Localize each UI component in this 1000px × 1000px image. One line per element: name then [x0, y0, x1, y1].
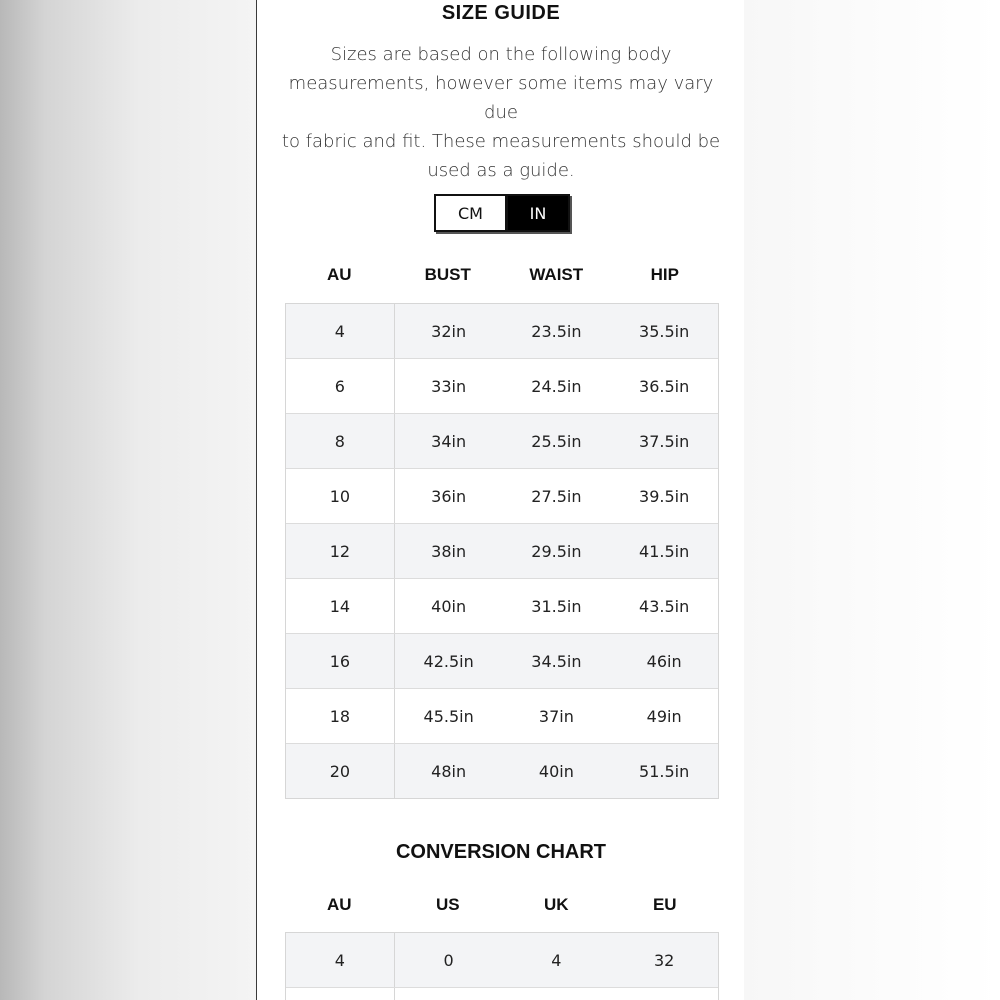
table-cell — [395, 988, 503, 1000]
table-cell: 4 — [286, 933, 395, 987]
table-cell: 39.5in — [639, 486, 690, 506]
unit-toggle-in-button[interactable]: IN — [506, 194, 570, 232]
table-row — [286, 688, 718, 743]
table-cell — [503, 988, 611, 1000]
table-cell: 32 — [653, 950, 675, 970]
table-row — [286, 358, 718, 413]
column-header-au: AU — [326, 895, 352, 914]
size-guide-intro — [281, 40, 721, 185]
table-cell: 16 — [286, 634, 395, 688]
table-cell: 10 — [286, 469, 395, 523]
table-cell: 51.5in — [639, 761, 690, 781]
table-cell: 14 — [286, 579, 395, 633]
table-cell: 45.5in — [423, 706, 474, 726]
table-row — [286, 523, 718, 578]
intro-line: measurements, however some items may vary due — [288, 73, 714, 123]
table-cell: 29.5in — [531, 541, 582, 561]
column-header-us: US — [435, 895, 460, 914]
table-cell: 36.5in — [639, 376, 690, 396]
column-header-waist: WAIST — [529, 265, 584, 284]
unit-toggle — [434, 194, 570, 232]
table-cell: 20 — [286, 744, 395, 798]
table-cell: 27.5in — [531, 486, 582, 506]
table-cell: 48in — [431, 761, 467, 781]
table-cell: 46in — [646, 651, 682, 671]
table-cell: 40in — [431, 596, 467, 616]
table-cell: 4 — [286, 304, 395, 358]
size-table-header — [285, 265, 719, 285]
background-right — [744, 0, 1000, 1000]
table-cell: 40in — [538, 761, 574, 781]
table-cell — [286, 988, 395, 1000]
column-header-au: AU — [326, 265, 352, 284]
intro-line: used as a guide. — [427, 160, 575, 181]
table-cell: 37.5in — [639, 431, 690, 451]
table-cell: 34.5in — [531, 651, 582, 671]
size-guide-title: SIZE GUIDE — [441, 2, 561, 24]
table-cell — [610, 988, 718, 1000]
table-row — [286, 578, 718, 633]
column-header-bust: BUST — [424, 265, 471, 284]
table-cell: 36in — [431, 486, 467, 506]
conversion-table-header — [285, 895, 719, 915]
conversion-table — [285, 932, 719, 1000]
column-header-uk: UK — [543, 895, 569, 914]
table-cell: 8 — [286, 414, 395, 468]
table-cell: 25.5in — [531, 431, 582, 451]
table-cell: 33in — [431, 376, 467, 396]
table-cell: 38in — [431, 541, 467, 561]
table-cell: 12 — [286, 524, 395, 578]
table-cell: 31.5in — [531, 596, 582, 616]
table-cell: 49in — [646, 706, 682, 726]
table-row — [286, 743, 718, 798]
table-cell: 41.5in — [639, 541, 690, 561]
table-cell: 35.5in — [639, 321, 690, 341]
table-row — [286, 468, 718, 523]
table-cell: 0 — [443, 950, 454, 970]
table-row — [286, 304, 718, 358]
table-cell: 24.5in — [531, 376, 582, 396]
column-header-eu: EU — [652, 895, 677, 914]
table-row — [286, 633, 718, 688]
intro-line: Sizes are based on the following body — [330, 44, 672, 65]
intro-line: to fabric and fit. These measurements should be — [281, 131, 721, 152]
table-cell: 37in — [538, 706, 574, 726]
column-header-hip: HIP — [650, 265, 679, 284]
table-row — [286, 933, 718, 987]
size-table — [285, 303, 719, 799]
table-cell: 42.5in — [423, 651, 474, 671]
table-cell: 23.5in — [531, 321, 582, 341]
table-row — [286, 987, 718, 1000]
size-guide-panel[interactable] — [256, 0, 744, 1000]
table-cell: 4 — [551, 950, 562, 970]
table-cell: 34in — [431, 431, 467, 451]
table-cell: 43.5in — [639, 596, 690, 616]
table-cell: 32in — [431, 321, 467, 341]
unit-toggle-cm-button[interactable]: CM — [434, 194, 506, 232]
conversion-chart-title: CONVERSION CHART — [395, 841, 606, 863]
table-cell: 18 — [286, 689, 395, 743]
table-row — [286, 413, 718, 468]
table-cell: 6 — [286, 359, 395, 413]
